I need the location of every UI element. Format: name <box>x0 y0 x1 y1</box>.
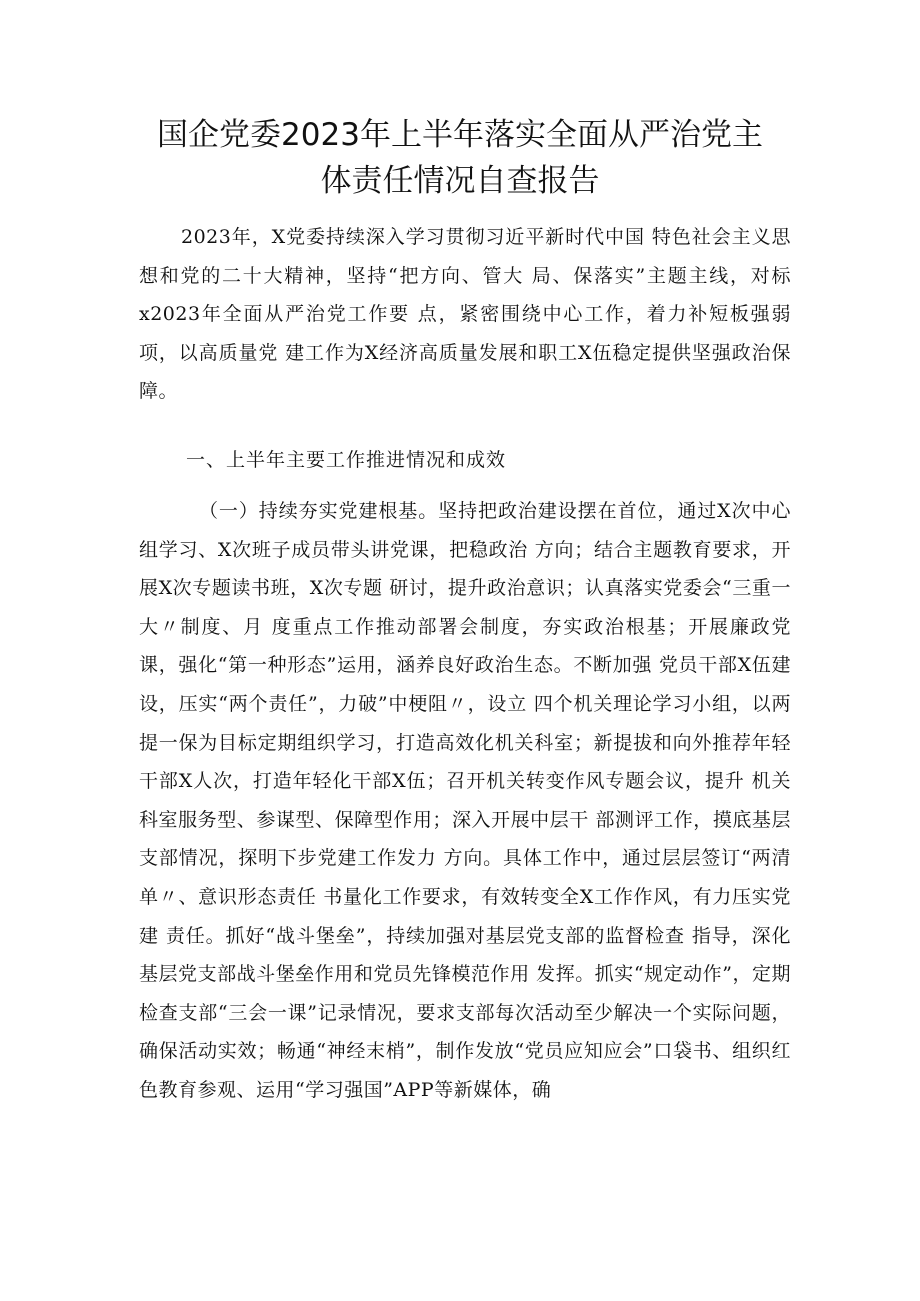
intro-paragraph: 2023年，X党委持续深入学习贯彻习近平新时代中国 特色社会主义思想和党的二十大精神，坚持“把方向、管大 局、保落实”主题主线，对标x2023年全面从严治党工作要 点，紧密围绕中心工作，着力补短板强弱项，以高质量党 建工作为X经济高质量发展和职工X伍稳定提供坚强政治保障。 <box>139 226 791 403</box>
section-heading-1: 一、上半年主要工作推进情况和成效 <box>186 449 507 471</box>
title-line-1: 国企党委2023年上半年落实全面从严治党主 <box>157 117 763 153</box>
title-line-2: 体责任情况自查报告 <box>320 163 600 199</box>
document-title <box>120 112 800 204</box>
body-paragraph-1: （一）持续夯实党建根基。坚持把政治建设摆在首位，通过X次中心组学习、X次班子成员带头讲党课，把稳政治 方向；结合主题教育要求，开展X次专题读书班，X次专题 研讨，提升政治意识；认真落实党委会“三重一大〃制度、月 度重点工作推动部署会制度，夯实政治根基；开展廉政党 课，强化“第一种形态”运用，涵养良好政治生态。不断加强 党员干部X伍建设，压实“两个责任”，力破”中梗阻〃，设立 四个机关理论学习小组，以两提一保为目标定期组织学习，打造高效化机关科室；新提拔和向外推荐年轻干部X人次，打造年轻化干部X伍；召开机关转变作风专题会议，提升 机关科室服务型、参谋型、保障型作用；深入开展中层干 部测评工作，摸底基层支部情况，探明下步党建工作发力 方向。具体工作中，通过层层签订“两清单〃、意识形态责任 书量化工作要求，有效转变全X工作作风，有力压实党建 责任。抓好“战斗堡垒”，持续加强对基层党支部的监督检查 指导，深化基层党支部战斗堡垒作用和党员先锋模范作用 发挥。抓实“规定动作”，定期检查支部“三会一课”记录情况，要求支部每次活动至少解决一个实际问题，确保活动实效；畅通“神经末梢”，制作发放“党员应知应会”口袋书、组织红 色教育参观、运用“学习强国”APP等新媒体，确 <box>139 500 791 1101</box>
